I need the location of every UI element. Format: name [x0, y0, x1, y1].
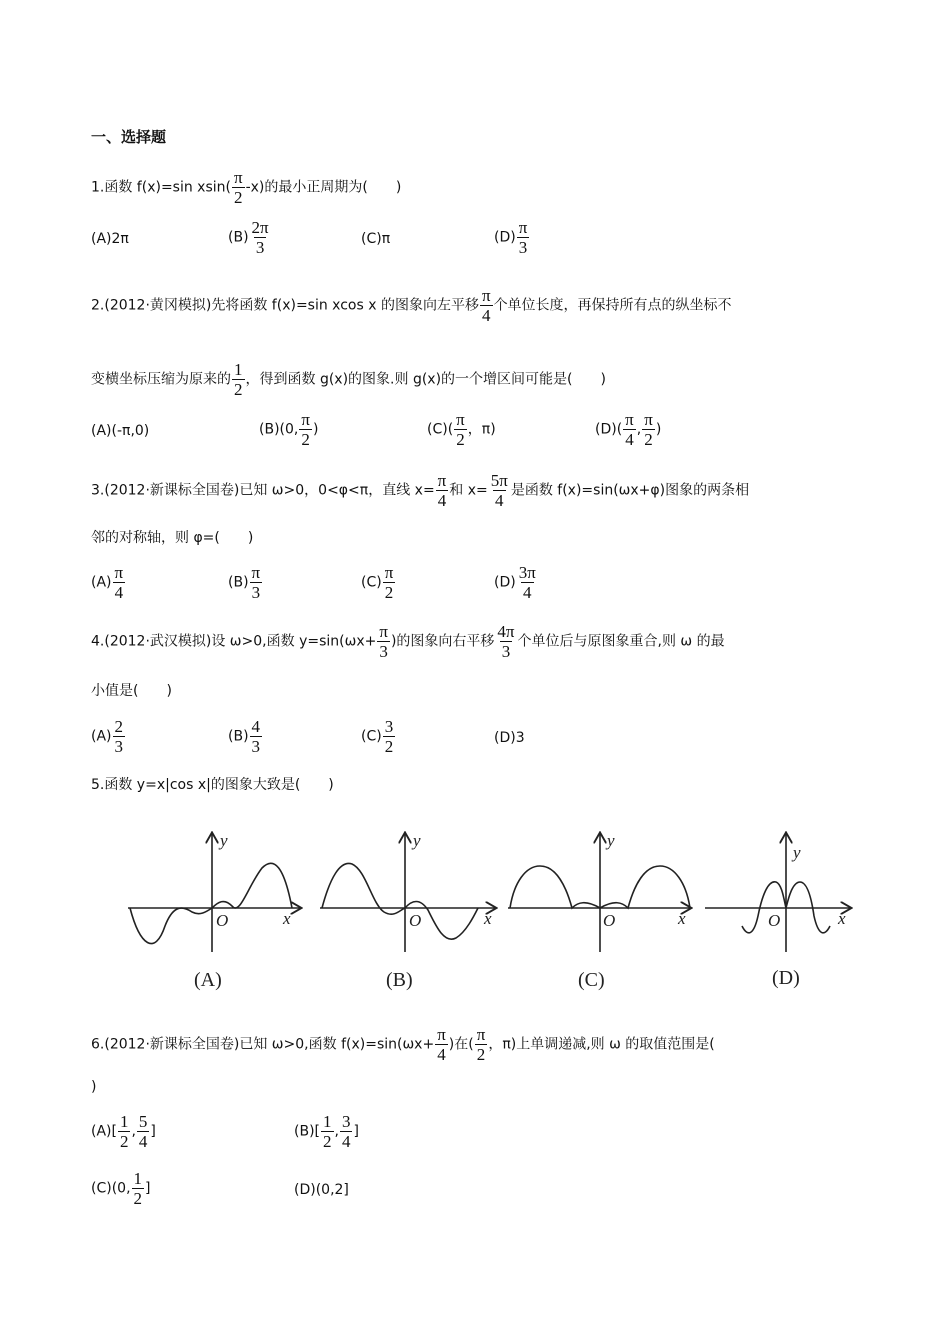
- q5-graphs: [0, 826, 950, 996]
- q4-option-c: (C) $\frac{3}{2}$: [361, 717, 394, 756]
- axis-x-label: x: [678, 909, 686, 928]
- question-2: 2.(2012·黄冈模拟)先将函数 f(x)=sin xcos x 的图象向左平移 $\frac{\pi}{4}$ 个单位长度，再保持所有点的纵坐标不: [91, 286, 732, 325]
- q4-option-d: (D)3: [494, 730, 525, 746]
- graph-a-label: (A): [194, 969, 222, 991]
- axis-x-label: x: [283, 909, 291, 928]
- axis-y-label: y: [793, 843, 801, 862]
- question-1: 1.函数 f(x)=sin xsin( $\frac{\pi}{2}$ -x)的最小正周期为( ): [91, 168, 402, 207]
- fraction: $\frac{\pi}{2}$: [234, 168, 243, 207]
- origin-label: O: [409, 911, 422, 930]
- q6-option-b: (B)[ $\frac{1}{2}$ , $\frac{3}{4}$ ]: [294, 1112, 359, 1151]
- axis-y-label: y: [413, 831, 421, 850]
- q2-option-b: (B)(0, $\frac{\pi}{2}$ ): [259, 410, 319, 449]
- q6-option-c: (C)(0, $\frac{1}{2}$ ]: [91, 1169, 151, 1208]
- q1-option-a: (A)2π: [91, 231, 129, 247]
- q1-option-c: (C)π: [361, 231, 391, 247]
- q6-option-a: (A)[ $\frac{1}{2}$ , $\frac{5}{4}$ ]: [91, 1112, 156, 1151]
- axis-x-label: x: [838, 909, 846, 928]
- q3-option-b: (B) $\frac{\pi}{3}$: [228, 563, 261, 602]
- q2-option-d: (D)( $\frac{\pi}{4}$ , $\frac{\pi}{2}$ ): [595, 410, 662, 449]
- q2-option-c: (C)( $\frac{\pi}{2}$ ，π): [427, 410, 496, 449]
- origin-label: O: [768, 911, 781, 930]
- graph-d: [705, 834, 850, 989]
- graph-c-label: (C): [578, 969, 605, 991]
- question-6-line-2: ): [91, 1079, 97, 1095]
- question-5: 5.函数 y=x|cos x|的图象大致是( ): [91, 777, 334, 793]
- q1-option-b: (B) $\frac{2\pi}{3}$: [228, 218, 269, 257]
- q4-option-a: (A) $\frac{2}{3}$: [91, 717, 124, 756]
- axis-y-label: y: [607, 831, 615, 850]
- q3-option-a: (A) $\frac{\pi}{4}$: [91, 563, 124, 602]
- question-3: 3.(2012·新课标全国卷)已知 ω>0，0<φ<π，直线 x= $\frac{\pi}{4}$ 和 x= $\frac{5\pi}{4}$ 是函数 f(x)=sin(ωx+φ)图象的两条相: [91, 471, 750, 510]
- question-4: 4.(2012·武汉模拟)设 ω>0,函数 y=sin(ωx+ $\frac{\pi}{3}$ )的图象向右平移 $\frac{4\pi}{3}$ 个单位后与原图象重合,则 ω 的最: [91, 622, 725, 661]
- graph-d-label: (D): [772, 967, 800, 989]
- axis-x-label: x: [484, 909, 492, 928]
- graph-b-label: (B): [386, 969, 413, 991]
- origin-label: O: [603, 911, 616, 930]
- axis-y-label: y: [220, 831, 228, 850]
- question-3-line-2: 邻的对称轴，则 φ=( ): [91, 530, 254, 546]
- section-title: 一、选择题: [91, 128, 167, 146]
- q3-option-d: (D) $\frac{3\pi}{4}$: [494, 563, 536, 602]
- question-2-line-2: 变横坐标压缩为原来的 $\frac{1}{2}$ ，得到函数 g(x)的图象.则 g(x)的一个增区间可能是( ): [91, 360, 606, 399]
- q2-option-a: (A)(-π,0): [91, 423, 150, 439]
- q6-option-d: (D)(0,2]: [294, 1182, 349, 1198]
- graph-b: [320, 831, 495, 991]
- origin-label: O: [216, 911, 229, 930]
- graph-c: [508, 831, 690, 991]
- question-6: 6.(2012·新课标全国卷)已知 ω>0,函数 f(x)=sin(ωx+ $\frac{\pi}{4}$ )在( $\frac{\pi}{2}$ ，π)上单调递减,则 ω 的取值范围是(: [91, 1025, 715, 1064]
- q1-option-d: (D) $\frac{\pi}{3}$: [494, 218, 528, 257]
- question-4-line-2: 小值是( ): [91, 683, 172, 699]
- graph-a: [128, 831, 300, 991]
- q3-option-c: (C) $\frac{\pi}{2}$: [361, 563, 394, 602]
- q4-option-b: (B) $\frac{4}{3}$: [228, 717, 261, 756]
